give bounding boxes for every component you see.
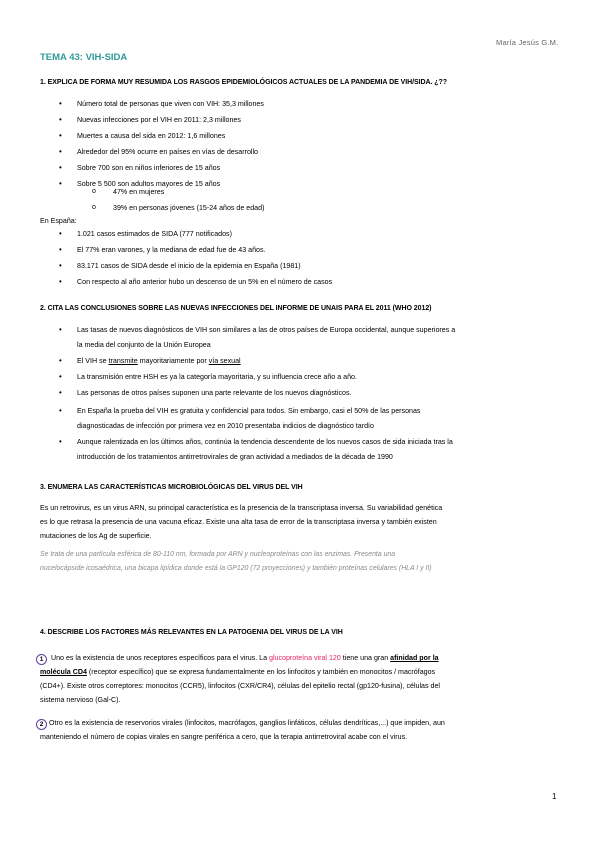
text-line: es lo que retrasa la presencia de una vacuna eficaz. Existe una alta tasa de error de la transcriptasa inversa y también existen: [40, 518, 437, 526]
bullet-icon: •: [59, 131, 62, 140]
bullet-icon: •: [59, 261, 62, 270]
text-line: (CD4+). Existe otros correptores: monocitos (CCR5), linfocitos (CXR/CR4), células del epitelio rectal (gp120-fusina), células del: [40, 682, 440, 690]
list-item: 1.021 casos estimados de SIDA (777 notificados): [77, 230, 232, 238]
text-line: Es un retrovirus, es un virus ARN, su principal característica es la presencia de la transcriptasa inversa. Su variabilidad genética: [40, 504, 443, 512]
list-item-continuation: la media del conjunto de la Unión Europea: [77, 341, 211, 349]
list-item: Aunque ralentizada en los últimos años, continúa la tendencia descendente de los nuevos casos de sida iniciada tras la: [77, 438, 453, 446]
list-item: Alrededor del 95% ocurre en países en vías de desarrollo: [77, 148, 258, 156]
bullet-icon: •: [59, 372, 62, 381]
question-3-title: 3. ENUMERA LAS CARACTERÍSTICAS MICROBIOLÓGICAS DEL VIRUS DEL VIH: [40, 484, 303, 491]
list-item: Con respecto al año anterior hubo un descenso de un 5% en el número de casos: [77, 278, 333, 286]
list-item: Número total de personas que viven con VIH: 35,3 millones: [77, 100, 264, 108]
list-item: Las personas de otros países suponen una parte relevante de los nuevos diagnósticos.: [77, 389, 352, 397]
bullet-icon: •: [59, 99, 62, 108]
list-item: La transmisión entre HSH es ya la categoría mayoritaria, y su influencia crece año a año.: [77, 373, 357, 381]
q2-bullet-list: [0, 322, 599, 462]
bullet-icon: •: [59, 356, 62, 365]
underlined-text: molécula CD4: [40, 668, 87, 676]
text-fragment: (receptor específico) que se expresa fundamentalmente en los linfocitos y también en monocitos / macrófagos: [86, 668, 436, 676]
bullet-icon: •: [59, 437, 62, 446]
text-fragment: tiene una gran: [340, 654, 391, 662]
list-item: Sobre 700 son en niños inferiores de 15 años: [77, 164, 221, 172]
q1-bullet-list: [0, 96, 599, 196]
text-line: sistema nervioso (Gal-C).: [40, 696, 121, 704]
list-item: 83.171 casos de SIDA desde el inicio de la epidemia en España (1981): [77, 262, 301, 270]
bullet-icon: •: [59, 163, 62, 172]
text-line: [36, 665, 560, 679]
underlined-text: transmite: [108, 357, 138, 365]
circled-number-2: 2: [36, 719, 47, 730]
author-name: María Jesús G.M.: [496, 38, 559, 47]
list-item: El 77% eran varones, y la mediana de edad fue de 43 años.: [77, 246, 266, 254]
list-item-continuation: diagnosticadas de infección por primera vez en 2010 presentaba indicios de diagnóstico tardío: [77, 422, 374, 430]
q3-paragraph-2: [40, 548, 560, 576]
bullet-icon: •: [59, 229, 62, 238]
text-fragment: El VIH se: [77, 357, 109, 365]
text-line: [36, 716, 560, 730]
text-fragment: Uno es la existencia de unos receptores específicos para el virus. La: [49, 654, 270, 662]
page-number: 1: [552, 792, 557, 801]
highlighted-term: glucoproteína viral 120: [269, 654, 341, 662]
question-1-title: 1. EXPLICA DE FORMA MUY RESUMIDA LOS RASGOS EPIDEMIOLÓGICOS ACTUALES DE LA PANDEMIA DE VIH/SIDA. ¿??: [40, 79, 447, 86]
list-item: [77, 353, 241, 369]
question-4-title: 4. DESCRIBE LOS FACTORES MÁS RELEVANTES EN LA PATOGENIA DEL VIRUS DE LA VIH: [40, 629, 343, 636]
circled-number-1: 1: [36, 654, 47, 665]
bullet-icon: •: [59, 147, 62, 156]
page-title: TEMA 43: VIH-SIDA: [40, 52, 128, 63]
text-fragment: Otro es la existencia de reservorios virales (linfocitos, macrófagos, ganglios linfáticos, células dendríticas,...) que impiden, aun: [49, 719, 445, 727]
text-line: Se trata de una partícula esférica de 80-110 nm, formada por ARN y nucleoproteínas con las enzimas. Presenta una: [40, 551, 396, 558]
bullet-icon: •: [59, 245, 62, 254]
q4-paragraph-1: [36, 651, 560, 707]
bullet-icon: •: [59, 277, 62, 286]
list-item-continuation: introducción de los tratamientos antirretrovirales de gran actividad a mediados de la década de 1990: [77, 453, 393, 461]
text-fragment: mayoritariamente por: [137, 357, 209, 365]
list-item: 47% en mujeres: [113, 188, 165, 196]
list-item: 39% en personas jóvenes (15-24 años de edad): [113, 204, 265, 212]
circle-bullet-icon: o: [92, 188, 96, 195]
spain-bullet-list: [0, 226, 599, 296]
spain-label: En España:: [40, 217, 77, 225]
list-item: Muertes a causa del sida en 2012: 1,6 millones: [77, 132, 226, 140]
list-item: Sobre 5 500 son adultos mayores de 15 años: [77, 180, 221, 188]
underlined-text: afinidad por la: [390, 654, 439, 662]
circle-bullet-icon: o: [92, 204, 96, 211]
bullet-icon: •: [59, 115, 62, 124]
q1-sub-list: [0, 184, 599, 214]
q3-paragraph-1: [40, 501, 560, 543]
bullet-icon: •: [59, 388, 62, 397]
bullet-icon: •: [59, 406, 62, 415]
list-item: Las tasas de nuevos diagnósticos de VIH son similares a las de otros países de Europa occidental, aunque superiores a: [77, 326, 456, 334]
text-line: nucelocápside icosaédrica, una bicapa lipídica donde está la GP120 (72 proyecciones) y también proteínas celulares (HLA I y II): [40, 565, 432, 572]
text-line: [36, 651, 560, 665]
question-2-title: 2. CITA LAS CONCLUSIONES SOBRE LAS NUEVAS INFECCIONES DEL INFORME DE UNAIS PARA EL 2011 (WHO 2012): [40, 305, 432, 312]
text-line: manteniendo el número de copias virales en sangre periférica a cero, que la terapia antirretroviral acabe con el virus.: [40, 733, 408, 741]
list-item: Nuevas infecciones por el VIH en 2011: 2,3 millones: [77, 116, 241, 124]
text-line: mutaciones de los Ag de superficie.: [40, 532, 152, 540]
underlined-text: vía sexual: [208, 357, 241, 365]
q4-paragraph-2: [36, 716, 560, 744]
bullet-icon: •: [59, 325, 62, 334]
bullet-icon: •: [59, 179, 62, 188]
list-item: En España la prueba del VIH es gratuita y confidencial para todos. Sin embargo, casi el 50% de las personas: [77, 407, 421, 415]
